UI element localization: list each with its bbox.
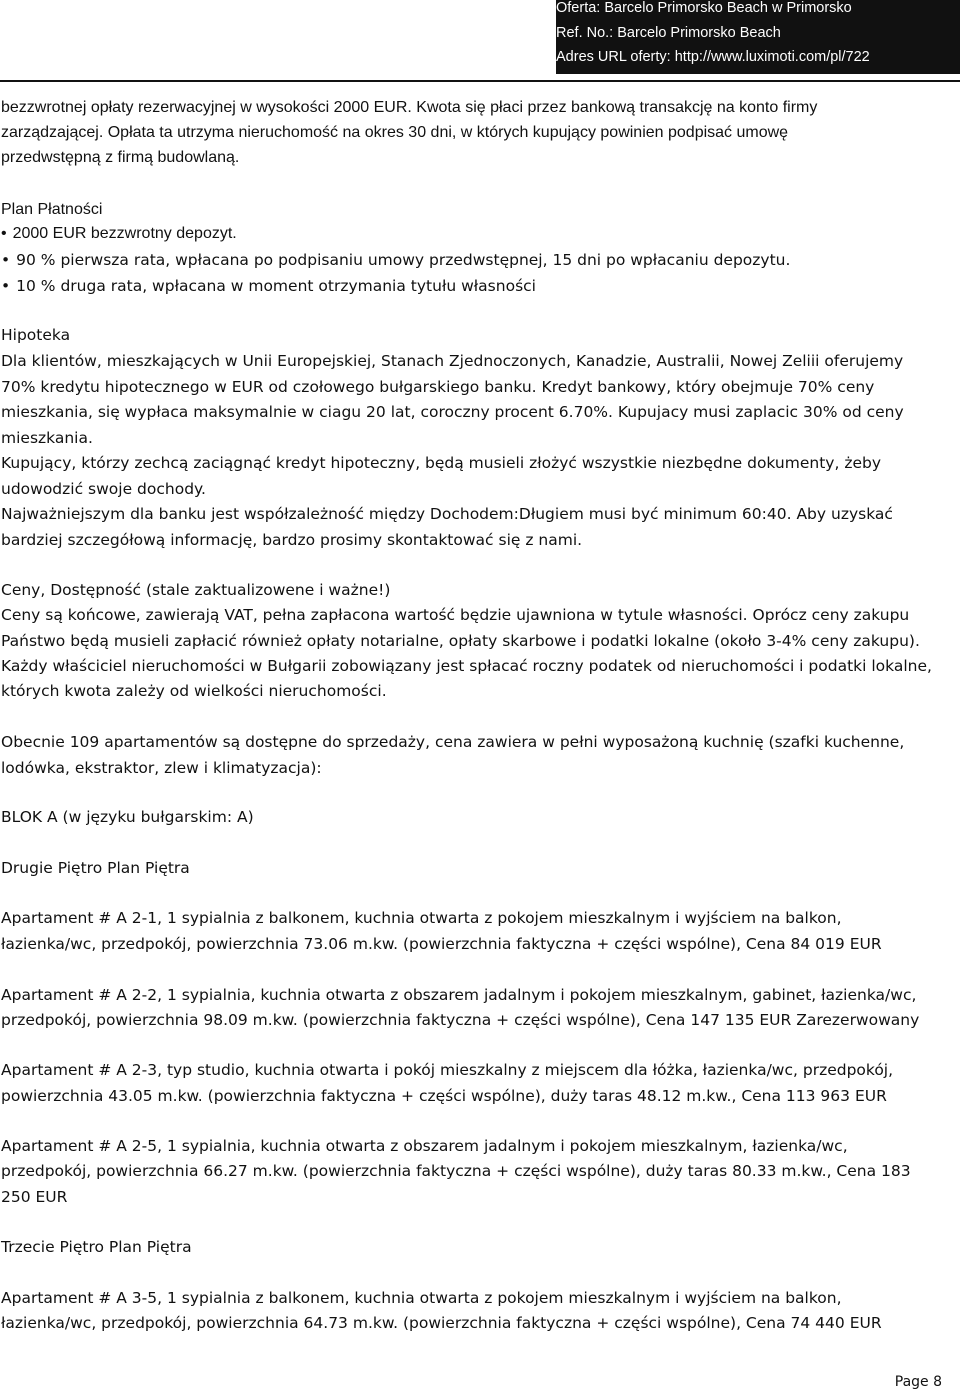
text-line: mieszkania. [1, 429, 93, 447]
page-number: Page 8 [894, 1374, 942, 1390]
reference-number: Ref. No.: Barcelo Primorsko Beach [556, 25, 781, 41]
text-line: Najważniejszym dla banku jest współzależność między Dochodem:Długiem musi być minimum 60:40. Aby uzyskać [1, 505, 893, 523]
offer-url: Adres URL oferty: http://www.luximoti.com/pl/722 [556, 49, 870, 65]
text-line: 250 EUR [1, 1188, 68, 1206]
text-line: łazienka/wc, przedpokój, powierzchnia 73.06 m.kw. (powierzchnia faktyczna + części wspólne), Cena 84 019 EUR [1, 935, 882, 953]
text-line: których kwota zależy od wielkości nieruchomości. [1, 682, 387, 700]
text-line: 70% kredytu hipotecznego w EUR od czołowego bułgarskiego banku. Kredyt bankowy, który obejmuje 70% ceny [1, 378, 875, 396]
section-heading: Trzecie Piętro Plan Piętra [1, 1238, 192, 1256]
text-line: bardziej szczegółową informację, bardzo prosimy skontaktować się z nami. [1, 531, 583, 549]
list-item: • 10 % druga rata, wpłacana w moment otrzymania tytułu własności [1, 276, 536, 296]
text-line: powierzchnia 43.05 m.kw. (powierzchnia faktyczna + części wspólne), duży taras 48.12 m.kw., Cena 113 963 EUR [1, 1087, 887, 1105]
text-line: Apartament # A 3-5, 1 sypialnia z balkonem, kuchnia otwarta z pokojem mieszkalnym i wyjściem na balkon, [1, 1289, 842, 1307]
text-line: Apartament # A 2-5, 1 sypialnia, kuchnia otwarta z obszarem jadalnym i pokojem mieszkalnym, łazienka/wc, [1, 1137, 848, 1155]
text-line: bezzwrotnej opłaty rezerwacyjnej w wysokości 2000 EUR. Kwota się płaci przez bankową transakcję na konto firmy [1, 99, 818, 116]
text-line: przedwstępną z firmą budowlaną. [1, 149, 240, 166]
text-line: przedpokój, powierzchnia 98.09 m.kw. (powierzchnia faktyczna + części wspólne), Cena 147 135 EUR Zarezerwowany [1, 1011, 920, 1029]
header-divider [0, 80, 960, 82]
list-item: • 2000 EUR bezzwrotny depozyt. [1, 224, 237, 244]
text-line: udowodzić swoje dochody. [1, 480, 206, 498]
document-header [556, 0, 960, 74]
text-line: Obecnie 109 apartamentów są dostępne do sprzedaży, cena zawiera w pełni wyposażoną kuchnię (szafki kuchenne, [1, 733, 905, 751]
text-line: Kupujący, którzy zechcą zaciągnąć kredyt hipoteczny, będą musieli złożyć wszystkie niezbędne dokumenty, żeby [1, 454, 882, 472]
text-line: łazienka/wc, przedpokój, powierzchnia 64.73 m.kw. (powierzchnia faktyczna + części wspólne), Cena 74 440 EUR [1, 1314, 882, 1332]
text-line: Ceny są końcowe, zawierają VAT, pełna zapłacona wartość będzie ujawniona w tytule własności. Oprócz ceny zakupu [1, 606, 910, 624]
section-heading: Hipoteka [1, 326, 71, 344]
section-heading: Drugie Piętro Plan Piętra [1, 859, 190, 877]
text-line: Państwo będą musieli zapłacić również opłaty notarialne, opłaty skarbowe i podatki lokalne (około 3-4% ceny zakupu). [1, 632, 920, 650]
section-heading: Ceny, Dostępność (stale zaktualizowene i ważne!) [1, 581, 391, 599]
text-line: Apartament # A 2-2, 1 sypialnia, kuchnia otwarta z obszarem jadalnym i pokojem mieszkalnym, gabinet, łazienka/wc, [1, 986, 917, 1004]
text-line: Dla klientów, mieszkających w Unii Europejskiej, Stanach Zjednoczonych, Kanadzie, Australii, Nowej Zeliii oferujemy [1, 352, 904, 370]
text-line: zarządzającej. Opłata ta utrzyma nieruchomość na okres 30 dni, w których kupujący powinien podpisać umowę [1, 124, 789, 141]
list-item: • 90 % pierwsza rata, wpłacana po podpisaniu umowy przedwstępnej, 15 dni po wpłacaniu depozytu. [1, 250, 790, 270]
text-line: mieszkania, się wypłaca maksymalnie w ciagu 20 lat, coroczny procent 6.70%. Kupujacy musi zaplacic 30% od ceny [1, 403, 904, 421]
text-line: lodówka, ekstraktor, zlew i klimatyzacja): [1, 759, 322, 777]
section-heading: BLOK A (w języku bułgarskim: A) [1, 808, 254, 826]
text-line: przedpokój, powierzchnia 66.27 m.kw. (powierzchnia faktyczna + części wspólne), duży taras 80.33 m.kw., Cena 183 [1, 1162, 911, 1180]
section-heading: Plan Płatności [1, 201, 103, 218]
text-line: Apartament # A 2-3, typ studio, kuchnia otwarta i pokój mieszkalny z miejscem dla łóżka, łazienka/wc, przedpokój, [1, 1061, 894, 1079]
text-line: Każdy właściciel nieruchomości w Bułgarii zobowiązany jest spłacać roczny podatek od nieruchomości i podatki lokalne, [1, 657, 932, 675]
offer-title: Oferta: Barcelo Primorsko Beach w Primorsko [556, 0, 852, 16]
text-line: Apartament # A 2-1, 1 sypialnia z balkonem, kuchnia otwarta z pokojem mieszkalnym i wyjściem na balkon, [1, 909, 842, 927]
